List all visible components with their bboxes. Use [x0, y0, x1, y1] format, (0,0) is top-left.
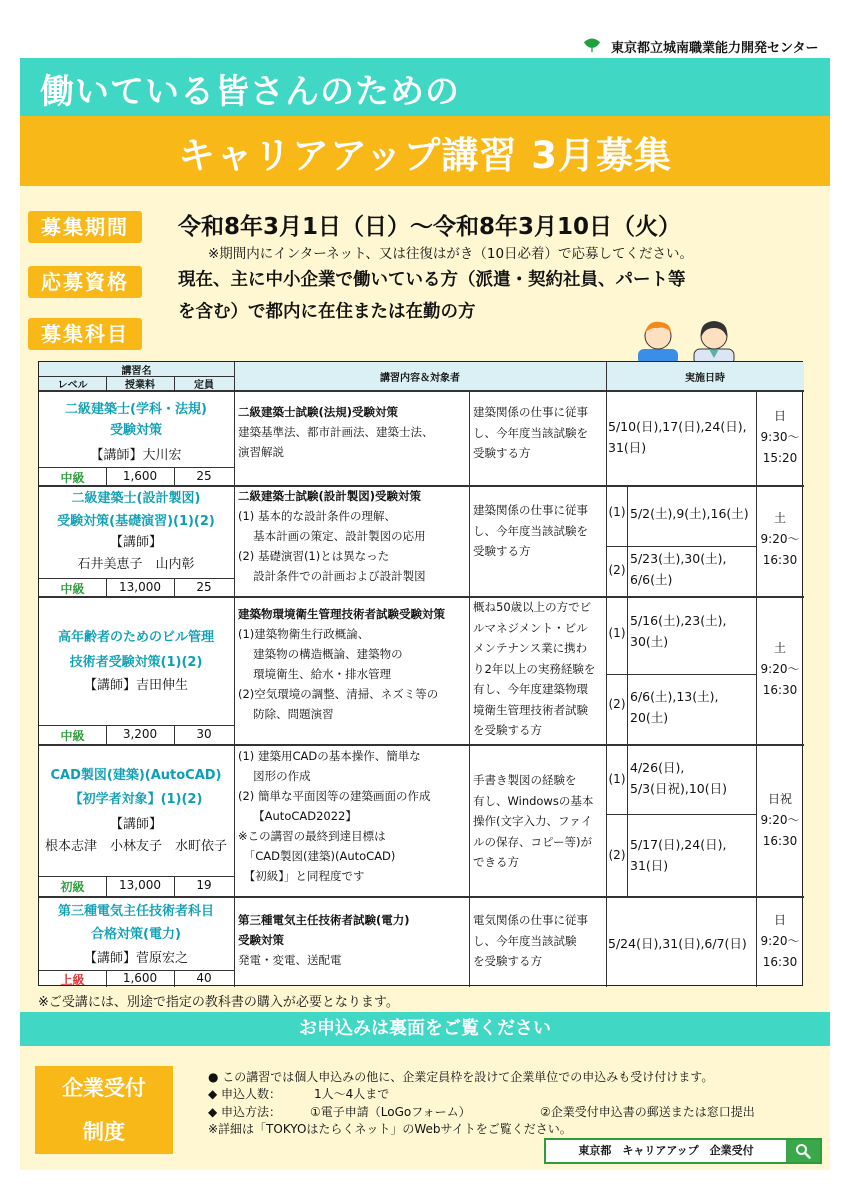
content-line: 防除、問題演習 [238, 707, 334, 721]
target-line: 境衛生管理技術者試験 [473, 702, 588, 717]
content-line: 環境衛生、給水・排水管理 [238, 667, 392, 681]
date-line: 31(日) [608, 440, 647, 455]
session-dates [630, 686, 718, 728]
content-line: 「CAD製図(建築)(AutoCAD) [238, 849, 396, 863]
content-line: 図形の作成 [238, 769, 311, 783]
target-line: 操作(文字入力、ファイ [473, 814, 593, 828]
target-block [473, 402, 588, 464]
target-line: メンテナンス業に携わ [473, 641, 588, 655]
target-line: し、今年度当該試験を [473, 523, 588, 538]
search-box[interactable] [544, 1138, 822, 1164]
level-label: 上級 [60, 973, 85, 987]
target-line: 有し、今年度建築物環 [473, 682, 588, 696]
qualification-badge: 応募資格 [28, 266, 142, 298]
capacity-value: 30 [196, 727, 212, 741]
content-line: 【初級】」と同程度です [238, 869, 365, 883]
course-title-line: 二級建築士(設計製図) [71, 491, 201, 506]
header-content: 講習内容＆対象者 [234, 362, 606, 390]
content-line: (2) 簡単な平面図等の建築画面の作成 [238, 789, 431, 803]
fee-value: 1,600 [122, 469, 158, 483]
title-line-1: 働いている皆さんのための [40, 72, 460, 112]
instructor-line: 【講師】 [109, 817, 162, 832]
date-line: 5/23(土),30(土), [630, 551, 727, 566]
time-block [757, 406, 803, 469]
level-label: 中級 [60, 729, 85, 743]
time-line: 日祝 [767, 792, 792, 806]
content-line: (2) 基礎演習(1)とは異なった [238, 549, 390, 563]
fee-value: 3,200 [122, 727, 158, 741]
course-title-line: 受験対策(基礎演習)(1)(2) [57, 514, 215, 529]
time-line: 16:30 [762, 955, 798, 969]
time-line: 土 [773, 641, 786, 655]
period-value: 令和8年3月1日（日）～令和8年3月10日（火） [178, 214, 682, 240]
session-number: (1) [608, 772, 626, 786]
target-block [473, 500, 588, 562]
search-query-text[interactable]: 東京都 キャリアアップ 企業受付 [578, 1144, 754, 1157]
target-line: ルマネジメント・ビル [473, 620, 588, 635]
instructor-line: 【講師】吉田伸生 [83, 678, 188, 693]
enterprise-method-option-2: ②企業受付申込書の郵送または窓口提出 [540, 1105, 755, 1119]
instructor-line: 根本志津 小林友子 水町依子 [44, 839, 227, 854]
session-number: (2) [608, 848, 626, 862]
capacity-value: 25 [196, 580, 212, 594]
content-line: (1) 基本的な設計条件の理解、 [238, 509, 396, 523]
content-line: 二級建築士試験(設計製図)受験対策 [238, 489, 422, 503]
content-line: (1) 建築用CADの基本操作、簡単な [238, 749, 421, 763]
content-line: 第三種電気主任技術者試験(電力) [238, 913, 410, 927]
enterprise-count-label: ◆ 申込人数： [208, 1087, 282, 1101]
header-schedule: 実施日時 [606, 362, 804, 390]
course-title-line: 第三種電気主任技術者科目 [57, 904, 214, 919]
time-line: 日 [773, 409, 786, 423]
magnifier-icon [795, 1143, 811, 1159]
time-line: 9:20～ [760, 532, 800, 546]
content-block [238, 486, 426, 586]
content-line: 演習解説 [238, 445, 284, 459]
course-title-line: CAD製図(建築)(AutoCAD) [50, 768, 222, 783]
time-line: 16:30 [762, 683, 798, 697]
target-line: 受験する方 [473, 446, 531, 460]
time-line: 16:30 [762, 553, 798, 567]
course-table [38, 361, 803, 986]
date-line: 31(日) [630, 858, 669, 873]
date-line: 5/2(土),9(土),16(土) [630, 506, 749, 521]
target-line: 建築関係の仕事に従事 [473, 405, 588, 419]
enterprise-method-option-1: ①電子申請（LoGoフォーム） [310, 1105, 471, 1119]
target-block [473, 597, 595, 741]
session-number: (1) [608, 626, 626, 640]
content-line: (2)空気環境の調整、清掃、ネズミ等の [238, 687, 439, 701]
header-capacity: 定員 [174, 376, 234, 390]
title-line-2: キャリアアップ講習 3月募集 [177, 134, 673, 177]
level-label: 初級 [60, 880, 85, 894]
fee-value: 1,600 [122, 971, 158, 985]
organization-label: 東京都立城南職業能力開発センター [611, 40, 819, 56]
period-badge: 募集期間 [28, 211, 142, 243]
enterprise-title-2: 制度 [83, 1120, 125, 1144]
date-line: 30(土) [630, 634, 669, 649]
organization-name [583, 36, 833, 56]
content-block [238, 746, 430, 886]
target-line: 電気関係の仕事に従事 [473, 913, 588, 927]
enterprise-badge [35, 1066, 173, 1154]
course-title-line: 高年齢者のためのビル管理 [57, 630, 214, 645]
qualification-line-1: 現在、主に中小企業で働いている方（派遣・契約社員、パート等 [178, 270, 686, 290]
session-dates [630, 757, 727, 799]
period-note: ※期間内にインターネット、又は往復はがき（10日必着）で応募してください。 [208, 246, 694, 262]
date-line: 5/24(日),31(日),6/7(日) [608, 936, 747, 951]
date-line: 5/16(土),23(土), [630, 613, 727, 628]
target-line: 建築関係の仕事に従事 [473, 503, 588, 517]
content-line: 建築物の構造概論、建築物の [238, 647, 403, 661]
course-title-line: 技術者受験対策(1)(2) [69, 655, 203, 670]
target-line: し、今年度当該試験を [473, 425, 588, 440]
level-label: 中級 [60, 582, 85, 596]
capacity-value: 19 [196, 878, 212, 892]
time-block [757, 638, 803, 701]
target-line: 手書き製図の経験を [473, 773, 577, 787]
content-line: (1)建築物衛生行政概論、 [238, 627, 370, 641]
instructor-line: 【講師】菅原宏之 [83, 951, 188, 966]
date-line: 5/3(日祝),10(日) [630, 781, 728, 796]
date-line: 6/6(土) [630, 572, 673, 587]
content-line: 基本計画の策定、設計製図の応用 [238, 529, 426, 543]
fee-value: 13,000 [119, 878, 161, 892]
header-fee: 授業料 [106, 376, 174, 390]
session-number: (2) [608, 563, 626, 577]
level-label: 中級 [60, 471, 85, 485]
target-block [473, 910, 588, 972]
time-block [757, 508, 803, 571]
content-block [238, 910, 410, 970]
course-title-line: 【初学者対象】(1)(2) [69, 792, 203, 807]
target-line: し、今年度当該試験 [473, 933, 577, 948]
course-title-line: 受験対策 [109, 423, 162, 438]
content-line: 受験対策 [238, 933, 284, 947]
content-line: 二級建築士試験(法規)受験対策 [238, 405, 399, 419]
qualification-line-2: を含む）で都内に在住または在勤の方 [178, 302, 476, 322]
target-line: 有し、Windowsの基本 [473, 793, 594, 808]
enterprise-description: ● この講習では個人申込みの他に、企業定員枠を設けて企業単位での申込みも受け付けます。 [208, 1070, 714, 1084]
title-banner [20, 58, 830, 116]
target-line: 概ね50歳以上の方でビ [473, 600, 592, 614]
subjects-badge: 募集科目 [28, 318, 142, 350]
time-line: 9:20～ [760, 813, 800, 827]
ginkgo-leaf-icon [583, 37, 601, 55]
date-line: 6/6(土),13(土), [630, 689, 719, 704]
target-line: ルの保存、コピー等)が [473, 834, 593, 849]
enterprise-title-1: 企業受付 [62, 1076, 146, 1100]
time-line: 9:20～ [760, 662, 800, 676]
content-line: 建築基準法、都市計画法、建築士法、 [238, 425, 434, 439]
target-line: を受験する方 [473, 723, 542, 737]
session-dates [630, 834, 726, 876]
date-line: 5/10(日),17(日),24(日), [608, 419, 747, 434]
time-line: 土 [773, 511, 786, 525]
header-course: 講習名 [39, 362, 234, 376]
session-number: (1) [608, 505, 626, 519]
search-button[interactable] [786, 1140, 820, 1162]
content-line: 建築物環境衛生管理技術者試験受験対策 [238, 607, 445, 621]
time-line: 9:20～ [760, 934, 800, 948]
target-line: できる方 [473, 855, 519, 869]
time-line: 15:20 [762, 451, 798, 465]
time-line: 日 [773, 913, 786, 927]
session-number: (2) [608, 697, 626, 711]
session-dates [630, 503, 749, 524]
course-title-line: 合格対策(電力) [91, 927, 181, 942]
content-block [238, 402, 434, 462]
session-dates [630, 548, 726, 590]
header-level: レベル [39, 376, 106, 390]
course-title-line: 二級建築士(学科・法規) [65, 402, 207, 417]
fee-value: 13,000 [119, 580, 161, 594]
target-line: を受験する方 [473, 954, 542, 968]
time-line: 9:30～ [760, 430, 800, 444]
content-line: 設計条件での計画および設計製図 [238, 569, 426, 583]
content-line: ※この講習の最終到達目標は [238, 829, 386, 843]
target-block [473, 770, 593, 873]
session-dates [630, 610, 726, 652]
content-line: 発電・変電、送配電 [238, 953, 342, 967]
date-line: 20(土) [630, 710, 669, 725]
apply-notice-bar: お申込みは裏面をご覧ください [20, 1012, 830, 1046]
instructor-line: 【講師】大川宏 [90, 448, 182, 463]
content-block [238, 604, 445, 724]
capacity-value: 25 [196, 469, 212, 483]
subtitle-banner [20, 116, 830, 186]
capacity-value: 40 [196, 971, 212, 985]
target-line: 受験する方 [473, 544, 531, 558]
textbook-footnote: ※ご受講には、別途で指定の教科書の購入が必要となります。 [38, 995, 399, 1010]
time-block [757, 910, 803, 973]
enterprise-method-label: ◆ 申込方法： [208, 1105, 282, 1119]
people-illustration [636, 314, 736, 364]
time-block [757, 789, 803, 852]
enterprise-details-note: ※詳細は「TOKYOはたらくネット」のWebサイトをご覧ください。 [208, 1122, 572, 1136]
enterprise-count-value: 1人～4人まで [314, 1087, 390, 1101]
instructor-line: 石井美恵子 山内彰 [77, 557, 195, 572]
date-line: 5/17(日),24(日), [630, 837, 727, 852]
session-dates [608, 416, 747, 458]
content-line: 【AutoCAD2022】 [238, 809, 357, 823]
target-line: り2年以上の実務経験を [473, 661, 596, 676]
time-line: 16:30 [762, 834, 798, 848]
instructor-line: 【講師】 [109, 535, 162, 550]
date-line: 4/26(日), [630, 760, 685, 775]
session-dates [608, 933, 747, 954]
